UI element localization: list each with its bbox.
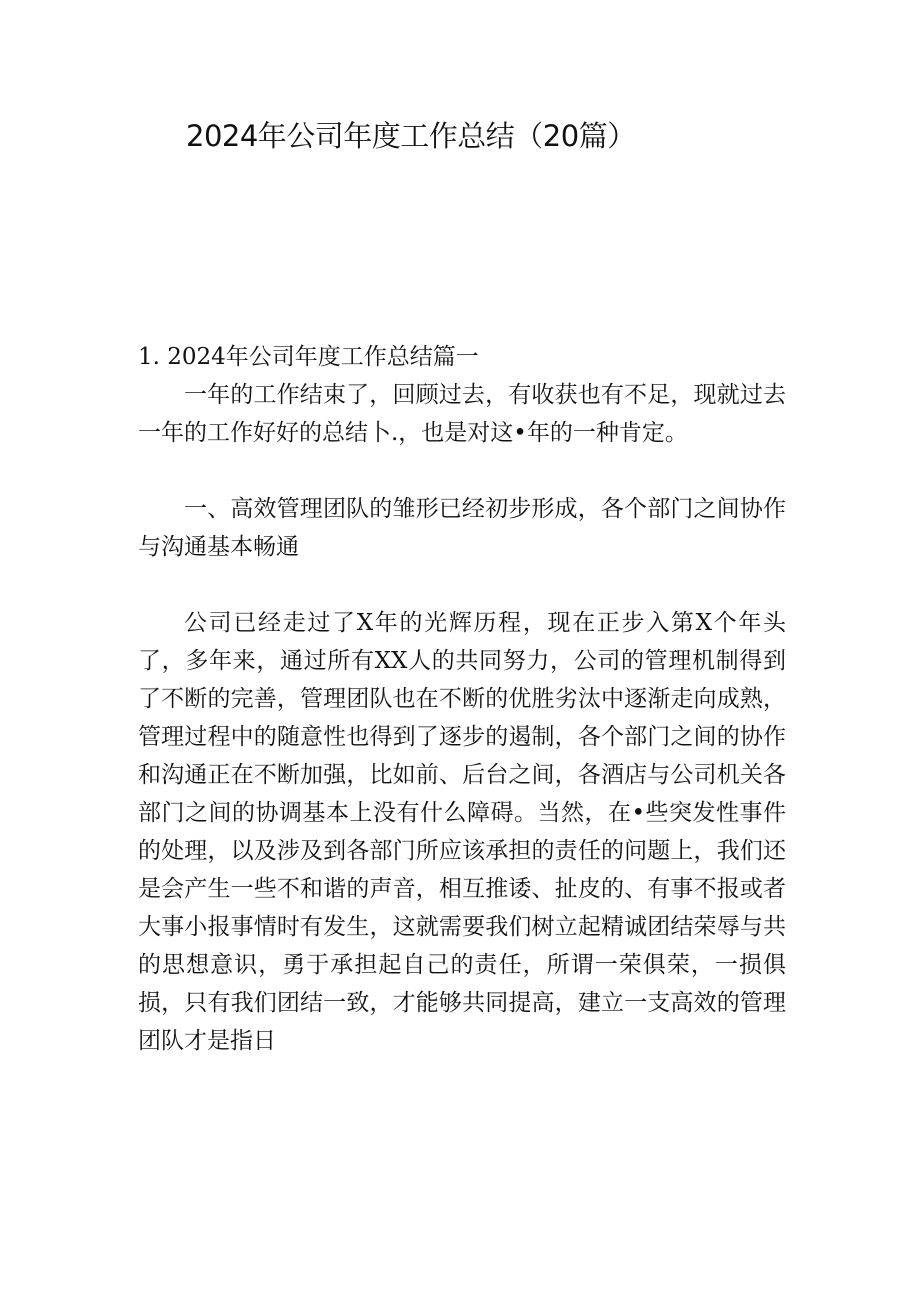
document-body bbox=[138, 338, 786, 1060]
subsection-heading: 一、高效管理团队的雏形已经初步形成，各个部门之间协作与沟通基本畅通 bbox=[138, 496, 786, 560]
document-title: 2024年公司年度工作总结（20篇） bbox=[186, 119, 636, 153]
paragraph-body: 公司已经走过了X年的光辉历程，现在正步入第X个年头了，多年来，通过所有XX人的共同努力，公司的管理机制得到了不断的完善，管理团队也在不断的优胜劣汰中逐渐走向成熟，管理过程中的随意性也得到了逐步的遏制，各个部门之间的协作和沟通正在不断加强，比如前、后台之间，各酒店与公司机关各部门之间的协调基本上没有什么障碍。当然，在•些突发性事件的处理，以及涉及到各部门所应该承担的责任的问题上，我们还是会产生一些不和谐的声音，相互推诿、扯皮的、有事不报或者大事小报事情时有发生，这就需要我们树立起精诚团结荣辱与共的思想意识，勇于承担起自己的责任，所谓一荣俱荣，一损俱损，只有我们团结一致，才能够共同提高，建立一支高效的管理团队才是指日 bbox=[138, 610, 786, 1054]
paragraph-spacer bbox=[138, 566, 786, 604]
paragraph-spacer bbox=[138, 452, 786, 490]
section-heading: 1. 2024年公司年度工作总结篇一 bbox=[138, 344, 479, 370]
paragraph-intro: 一年的工作结束了，回顾过去，有收获也有不足，现就过去一年的工作好好的总结卜.，也是对这•年的一种肯定。 bbox=[138, 382, 786, 446]
